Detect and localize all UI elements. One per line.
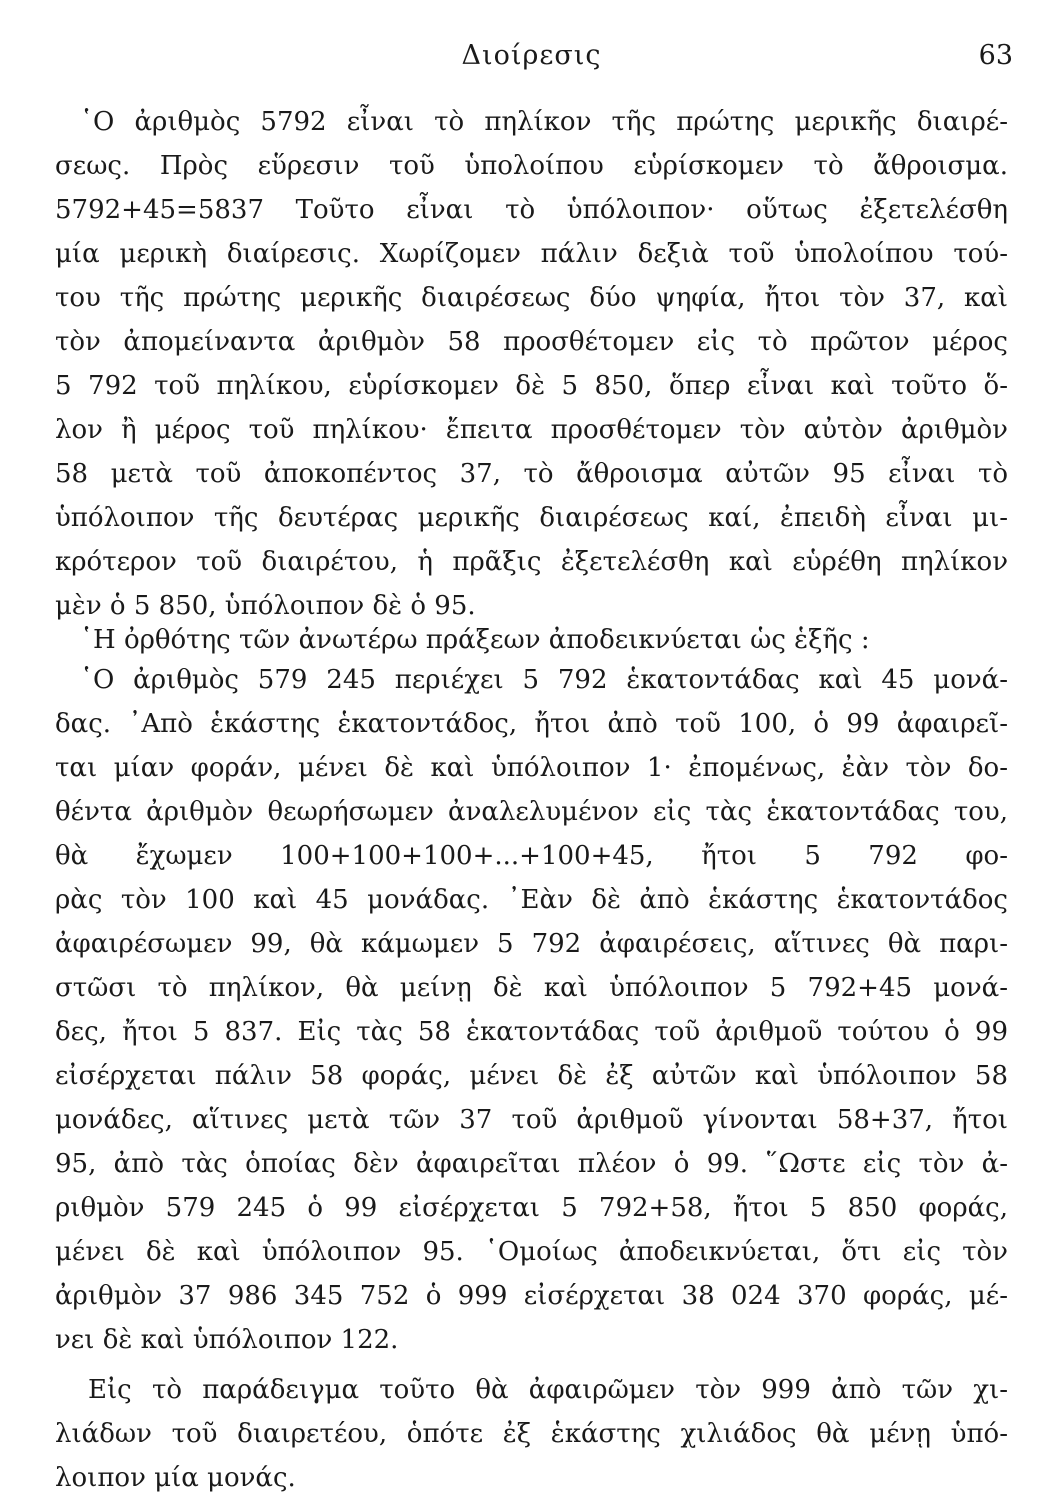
running-title: Διοίρεσις (461, 40, 602, 71)
text-line: μονάδες, αἵτινες μετὰ τῶν 37 τοῦ ἀριθμοῦ γίνονται 58+37, ἤτοι (55, 1105, 1008, 1135)
text-line: ται μίαν φοράν, μένει δὲ καὶ ὑπόλοιπον 1· ἐπομένως, ἐὰν τὸν δο- (55, 753, 1008, 783)
text-line: λον ἢ μέρος τοῦ πηλίκου· ἔπειτα προσθέτομεν τὸν αὐτὸν ἀριθμὸν (55, 415, 1008, 445)
text-line: ῾Ο ἀριθμὸς 579 245 περιέχει 5 792 ἑκατοντάδας καὶ 45 μονά- (80, 665, 1008, 695)
text-line: ῾Ο ἀριθμὸς 5792 εἶναι τὸ πηλίκον τῆς πρώτης μερικῆς διαιρέ- (80, 107, 1008, 137)
text-line: εἰσέρχεται πάλιν 58 φοράς, μένει δὲ ἐξ αὐτῶν καὶ ὑπόλοιπον 58 (55, 1061, 1008, 1091)
text-line: του τῆς πρώτης μερικῆς διαιρέσεως δύο ψηφία, ἤτοι τὸν 37, καὶ (55, 283, 1008, 313)
text-line: στῶσι τὸ πηλίκον, θὰ μείνῃ δὲ καὶ ὑπόλοιπον 5 792+45 μονά- (55, 973, 1008, 1003)
text-line: δας. ᾿Απὸ ἑκάστης ἑκατοντάδος, ἤτοι ἀπὸ τοῦ 100, ὁ 99 ἀφαιρεῖ- (55, 709, 1008, 739)
text-line: ἀφαιρέσωμεν 99, θὰ κάμωμεν 5 792 ἀφαιρέσεις, αἵτινες θὰ παρι- (55, 929, 1008, 959)
page-header (0, 40, 1063, 90)
text-line: 5 792 τοῦ πηλίκου, εὑρίσκομεν δὲ 5 850, ὅπερ εἶναι καὶ τοῦτο ὅ- (55, 371, 1008, 401)
text-line: νει δὲ καὶ ὑπόλοιπον 122. (55, 1325, 399, 1355)
text-line: μένει δὲ καὶ ὑπόλοιπον 95. ῾Ομοίως ἀποδεικνύεται, ὅτι εἰς τὸν (55, 1237, 1008, 1267)
text-line: τὸν ἀπομείναντα ἀριθμὸν 58 προσθέτομεν εἰς τὸ πρῶτον μέρος (55, 327, 1008, 357)
text-line: Εἰς τὸ παράδειγμα τοῦτο θὰ ἀφαιρῶμεν τὸν 999 ἀπὸ τῶν χι- (88, 1375, 1008, 1405)
text-line: 58 μετὰ τοῦ ἀποκοπέντος 37, τὸ ἄθροισμα αὐτῶν 95 εἶναι τὸ (55, 459, 1008, 489)
text-line: θέντα ἀριθμὸν θεωρήσωμεν ἀναλελυμένον εἰς τὰς ἑκατοντάδας του, (55, 797, 1008, 827)
text-line: 95, ἀπὸ τὰς ὁποίας δὲν ἀφαιρεῖται πλέον ὁ 99. ῞Ωστε εἰς τὸν ἀ- (55, 1149, 1008, 1179)
page-number: 63 (978, 40, 1013, 71)
text-line: θὰ ἔχωμεν 100+100+100+...+100+45, ἤτοι 5 792 φο- (55, 841, 1008, 871)
text-line: 5792+45=5837 Τοῦτο εἶναι τὸ ὑπόλοιπον· οὕτως ἐξετελέσθη (55, 195, 1008, 225)
text-line: μία μερικὴ διαίρεσις. Χωρίζομεν πάλιν δεξιὰ τοῦ ὑπολοίπου τού- (55, 239, 1008, 269)
text-line: ὑπόλοιπον τῆς δευτέρας μερικῆς διαιρέσεως καί, ἐπειδὴ εἶναι μι- (55, 503, 1008, 533)
text-line: λοιπον μία μονάς. (55, 1463, 296, 1493)
text-line: ριθμὸν 579 245 ὁ 99 εἰσέρχεται 5 792+58, ἤτοι 5 850 φοράς, (55, 1193, 1008, 1223)
text-line: μὲν ὁ 5 850, ὑπόλοιπον δὲ ὁ 95. (55, 591, 476, 621)
text-line: ἀριθμὸν 37 986 345 752 ὁ 999 εἰσέρχεται 38 024 370 φοράς, μέ- (55, 1281, 1008, 1311)
text-line: σεως. Πρὸς εὕρεσιν τοῦ ὑπολοίπου εὑρίσκομεν τὸ ἄθροισμα. (55, 151, 1008, 181)
text-line: ρὰς τὸν 100 καὶ 45 μονάδας. ᾿Εὰν δὲ ἀπὸ ἑκάστης ἑκατοντάδος (55, 885, 1008, 915)
text-line: λιάδων τοῦ διαιρετέου, ὁπότε ἐξ ἑκάστης χιλιάδος θὰ μένῃ ὑπό- (55, 1419, 1008, 1449)
text-line: δες, ἤτοι 5 837. Εἰς τὰς 58 ἑκατοντάδας τοῦ ἀριθμοῦ τούτου ὁ 99 (55, 1017, 1008, 1047)
text-line: κρότερον τοῦ διαιρέτου, ἡ πρᾶξις ἐξετελέσθη καὶ εὑρέθη πηλίκον (55, 547, 1008, 577)
text-line: ῾Η ὀρθότης τῶν ἀνωτέρω πράξεων ἀποδεικνύεται ὡς ἑξῆς : (80, 625, 870, 655)
